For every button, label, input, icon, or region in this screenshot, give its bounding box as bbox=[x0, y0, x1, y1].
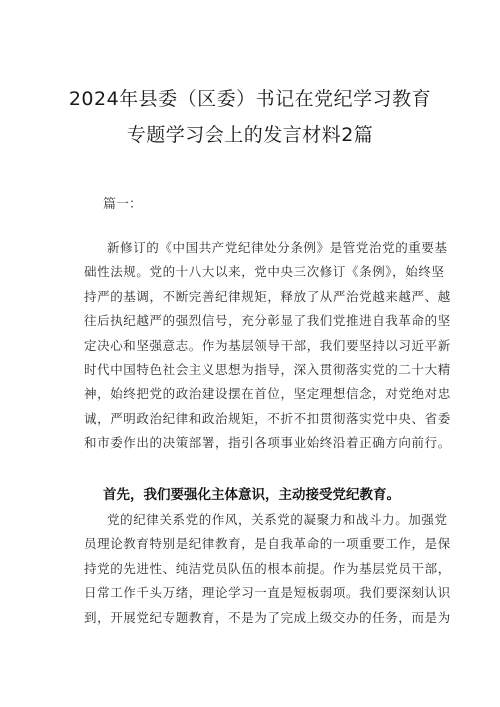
paragraph-1-line: 诚，严明政治纪律和政治规矩，不折不扣贯彻落实党中央、省委 bbox=[84, 410, 451, 426]
paragraph-1-line: 往后执纪越严的强烈信号，充分彰显了我们党推进自我革命的坚 bbox=[84, 313, 451, 329]
paragraph-2 bbox=[84, 508, 451, 630]
paragraph-2-line: 日常工作千头万绪，理论学习一直是短板弱项。我们要深刻认识 bbox=[84, 585, 451, 601]
paragraph-1-line: 新修订的《中国共产党纪律处分条例》是管党治党的重要基 bbox=[107, 240, 448, 255]
paragraph-2-line: 到，开展党纪专题教育，不是为了完成上级交办的任务，而是为 bbox=[84, 609, 451, 625]
paragraph-1-line: 础性法规。党的十八大以来，党中央三次修订《条例》，始终坚 bbox=[84, 264, 445, 280]
paragraph-2-line: 持党的先进性、纯洁党员队伍的根本前提。作为基层党员干部， bbox=[84, 560, 451, 576]
paragraph-2-line: 员理论教育特别是纪律教育，是自我革命的一项重要工作，是保 bbox=[84, 536, 451, 552]
paragraph-1-line: 神，始终把党的政治建设摆在首位，坚定理想信念，对党绝对忠 bbox=[84, 386, 451, 402]
section-label: 篇一： bbox=[103, 197, 143, 212]
paragraph-2-line: 党的纪律关系党的作风，关系党的凝聚力和战斗力。加强党 bbox=[107, 512, 448, 527]
document-title-line-1: 2024年县委（区委）书记在党纪学习教育 bbox=[68, 88, 432, 110]
paragraph-1-line: 持严的基调，不断完善纪律规矩，释放了从严治党越来越严、越 bbox=[84, 288, 451, 304]
paragraph-1 bbox=[84, 236, 451, 456]
paragraph-1-line: 和市委作出的决策部署，指引各项事业始终沿着正确方向前行。 bbox=[84, 435, 451, 451]
section-heading: 首先，我们要强化主体意识，主动接受党纪教育。 bbox=[103, 487, 400, 503]
paragraph-1-line: 定决心和坚强意志。作为基层领导干部，我们要坚持以习近平新 bbox=[84, 337, 451, 353]
document-title-line-2: 专题学习会上的发言材料2篇 bbox=[126, 124, 374, 146]
paragraph-1-line: 时代中国特色社会主义思想为指导，深入贯彻落实党的二十大精 bbox=[84, 361, 451, 377]
